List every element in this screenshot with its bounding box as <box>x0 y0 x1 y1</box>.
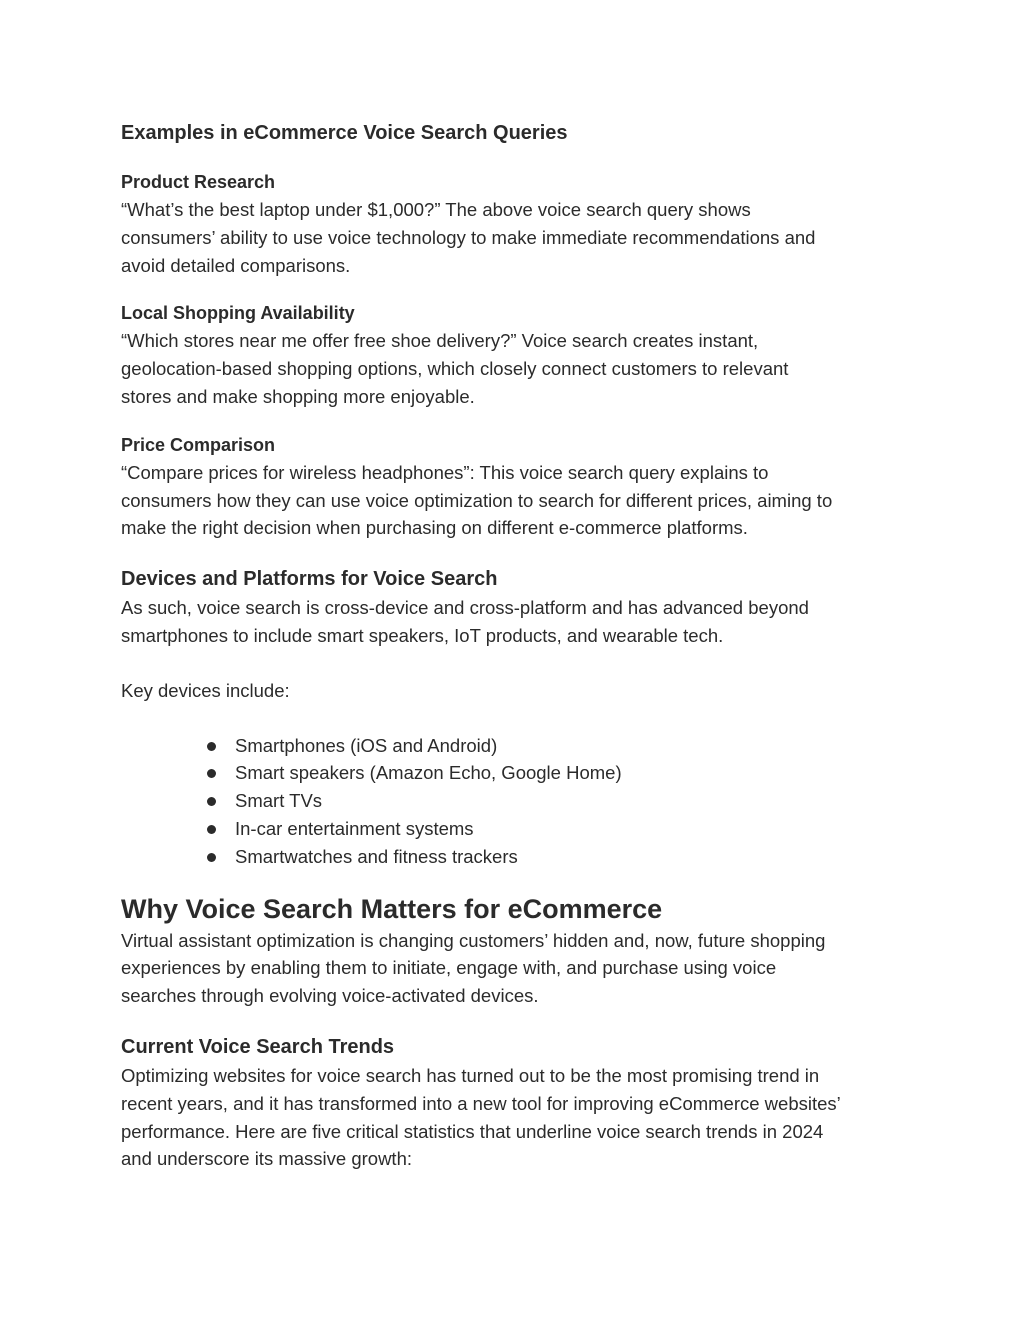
list-item <box>207 787 921 815</box>
device-list <box>121 732 921 871</box>
product-research-title: Product Research <box>121 172 276 192</box>
examples-heading: Examples in eCommerce Voice Search Queries <box>121 122 568 144</box>
text-line: recent years, and it has transformed into a new tool for improving eCommerce websites’ <box>121 1092 841 1114</box>
list-item <box>207 815 921 843</box>
list-item-text: Smart TVs <box>235 790 323 812</box>
devices-heading: Devices and Platforms for Voice Search <box>121 568 498 591</box>
text-line: As such, voice search is cross-device and cross-platform and has advanced beyond <box>121 597 809 619</box>
list-item <box>207 759 921 787</box>
devices-intro: Key devices include: <box>121 679 290 701</box>
text-line: “Which stores near me offer free shoe delivery?” Voice search creates instant, <box>121 330 759 352</box>
devices-text <box>121 594 921 650</box>
text-line: make the right decision when purchasing on different e-commerce platforms. <box>121 517 748 539</box>
text-line: smartphones to include smart speakers, IoT products, and wearable tech. <box>121 624 724 646</box>
list-item-text: Smartwatches and fitness trackers <box>235 845 518 867</box>
document-page <box>121 118 921 1173</box>
price-comparison-title: Price Comparison <box>121 434 276 455</box>
why-heading: Why Voice Search Matters for eCommerce <box>121 893 663 924</box>
local-shopping-title: Local Shopping Availability <box>121 303 355 324</box>
why-text <box>121 927 921 1010</box>
trends-text <box>121 1062 921 1173</box>
list-item-text: In-car entertainment systems <box>235 817 474 839</box>
text-line: performance. Here are five critical statistics that underline voice search trends in 2024 <box>121 1120 824 1142</box>
text-line: “Compare prices for wireless headphones”: This voice search query explains to <box>121 461 769 483</box>
text-line: avoid detailed comparisons. <box>121 254 351 276</box>
text-line: experiences by enabling them to initiate, engage with, and purchase using voice <box>121 957 777 979</box>
text-line: and underscore its massive growth: <box>121 1148 412 1170</box>
list-item-text: Smartphones (iOS and Android) <box>235 734 498 756</box>
text-line: consumers how they can use voice optimization to search for different prices, aiming to <box>121 489 833 511</box>
bullet-icon <box>207 769 216 778</box>
bullet-icon <box>207 853 216 862</box>
local-shopping-text <box>121 327 921 410</box>
text-line: geolocation-based shopping options, which closely connect customers to relevant <box>121 358 789 380</box>
text-line: searches through evolving voice-activated devices. <box>121 985 539 1007</box>
list-item <box>207 843 921 871</box>
product-research-text <box>121 196 921 279</box>
bullet-icon <box>207 797 216 806</box>
list-item <box>207 732 921 760</box>
text-line: Optimizing websites for voice search has turned out to be the most promising trend in <box>121 1064 820 1086</box>
price-comparison-text <box>121 459 921 542</box>
list-item-text: Smart speakers (Amazon Echo, Google Home) <box>235 762 622 784</box>
text-line: consumers’ ability to use voice technology to make immediate recommendations and <box>121 226 816 248</box>
bullet-icon <box>207 825 216 834</box>
trends-heading: Current Voice Search Trends <box>121 1035 395 1058</box>
text-line: “What’s the best laptop under $1,000?” The above voice search query shows <box>121 199 751 220</box>
text-line: Virtual assistant optimization is changing customers’ hidden and, now, future shopping <box>121 929 826 951</box>
bullet-icon <box>207 742 216 751</box>
text-line: stores and make shopping more enjoyable. <box>121 385 475 407</box>
